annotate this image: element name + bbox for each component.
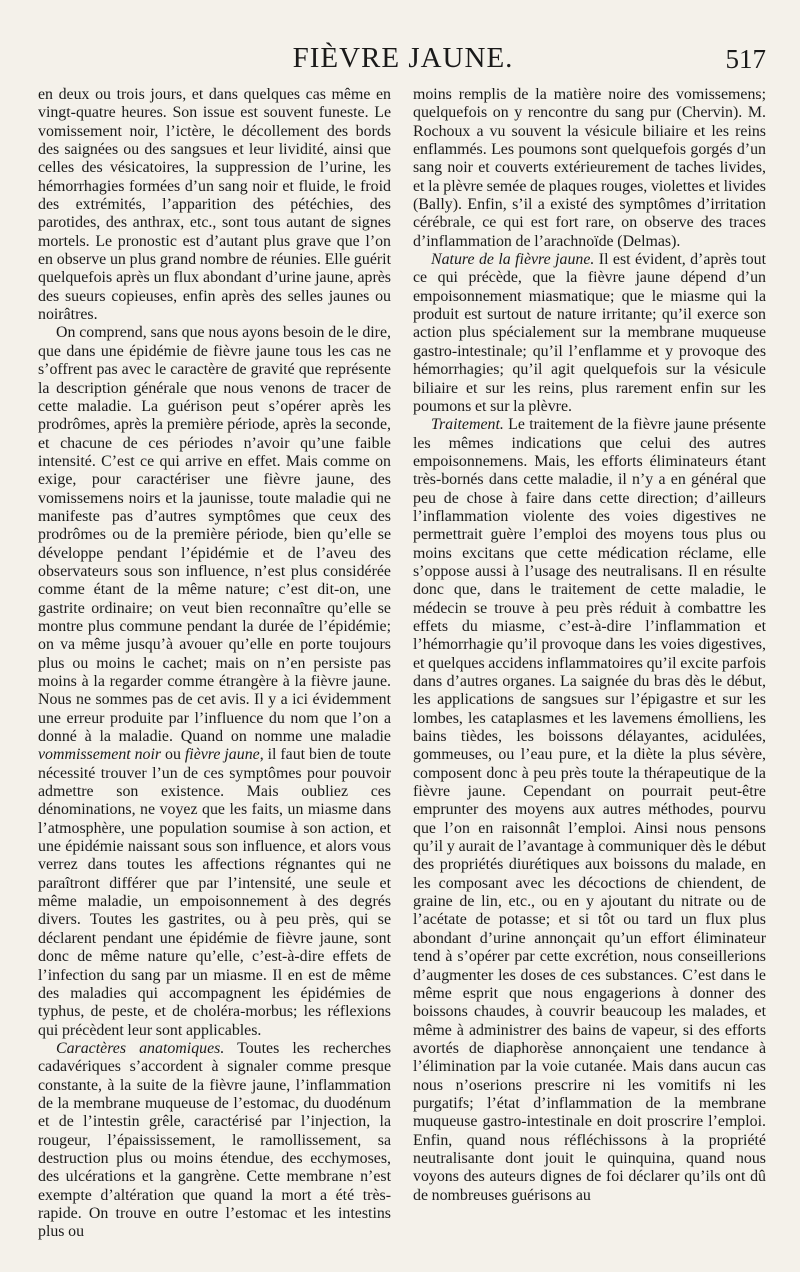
paragraph-treatment: [413, 416, 766, 1205]
section-heading: Nature de la fièvre jaune.: [431, 251, 595, 269]
paragraph-anatomical-characters: [38, 1040, 391, 1242]
running-title: FIÈVRE JAUNE.: [292, 42, 514, 74]
paragraph-nature: [413, 251, 766, 416]
section-heading: Caractères anatomiques.: [56, 1039, 225, 1057]
text-run: , il faut bien de toute nécessité trouver l’un de ces symptômes pour pouvoir admettre son existence. Mais oubliez ces dénominations, ne voyez que les faits, un miasme dans l’atmosphère, une population soumise à son action, et une épidémie naissant sous son influence, et alors vous verrez dans toutes les affections régnantes qui ne paraîtront différer que par l’intensité, une seule et même maladie, un empoisonnement à des degrés divers. Toutes les gastrites, ou à peu près, qui se déclarent pendant une épidémie de fièvre jaune, sont donc de même nature qu’elle, c’est-à-dire effets de l’infection du sang par un miasme. Il en est de même des maladies qui accompagnent les épidémies de typhus, de peste, et de choléra-morbus; les réflexions qui précèdent leur sont applicables.: [38, 746, 391, 1039]
text-columns: [38, 86, 766, 1262]
running-header: [40, 40, 766, 80]
page-number: 517: [725, 44, 766, 74]
text-run: On comprend, sans que nous ayons besoin de le dire, que dans une épidémie de fièvre jaune tous les cas ne s’offrent pas avec le caractère de gravité que représente la description générale que nous venons de tracer de cette maladie. La guérison peut s’opérer après les prodrômes, après la première période, après la seconde, et chacune de ces périodes n’avoir qu’une faible intensité. C’est ce qui arrive en effet. Mais comme on exige, pour caractériser une fièvre jaune, des vomissemens noirs et la jaunisse, toute maladie qui ne manifeste pas d’autres symptômes que ceux des prodrômes ou de la première période, bien qu’elle se développe pendant l’épidémie et de l’aveu des observateurs sous son influence, n’est plus considérée comme étant de la même nature; c’est dit-on, une gastrite ordinaire; on veut bien reconnaître qu’elle se montre plus commune pendant la durée de l’épidémie; on va même jusqu’à avouer qu’elle en porte toujours plus ou moins le cachet; mais on n’en persiste pas moins à la regarder comme étrangère à la fièvre jaune. Nous ne sommes pas de cet avis. Il y a ici évidemment une erreur produite par l’influence du nom que l’on a donné à la maladie. Quand on nomme une maladie: [38, 324, 391, 746]
right-column: [413, 86, 766, 1205]
text-run: Le traitement de la fièvre jaune présente les mêmes indications que celui des autres empoisonnemens. Mais, les efforts éliminateurs étant très-bornés dans cette maladie, il n’y a en général que peu de chose à faire dans cette direction; d’ailleurs l’inflammation violente des voies digestives ne permettrait guère l’emploi des moyens tous plus ou moins excitans que cette médication réclame, elle s’oppose aussi à l’usage des neutralisans. Il en résulte donc que, dans le traitement de cette maladie, le médecin se trouve à peu près réduit à combattre les effets du miasme, c’est-à-dire l’inflammation et l’hémorrhagie qu’il provoque dans les voies digestives, et quelques accidens inflammatoires qu’il excite parfois dans d’autres organes. La saignée du bras dès le début, les applications de sangsues sur l’épigastre et sur les lombes, les cataplasmes et les lavemens émolliens, les bains tièdes, les boissons délayantes, acidulées, gommeuses, ou l’eau pure, et la diète la plus sévère, composent donc à peu près toute la thérapeutique de la fièvre jaune. Cependant on pourrait peut-être emprunter des moyens aux autres méthodes, pourvu que l’on en raisonnât l’emploi. Ainsi nous pensons qu’il y aurait de l’avantage à communiquer dès le début des propriétés diurétiques aux boissons du malade, en les composant avec les décoctions de chiendent, de graine de lin, etc., ou en y ajoutant du nitrate ou de l’acétate de potasse; et si tôt ou tard un flux plus abondant d’urine annonçait qu’un effort éliminateur tend à s’opérer par cette excrétion, nous conseillerions d’augmenter les doses de ces substances. C’est dans le même esprit que nous engagerions à donner des boissons chaudes, à couvrir beaucoup les malades, et même à administrer des bains de vapeur, si des efforts avortés de diaphorèse annonçaient une tendance à l’élimination par la voie cutanée. Mais dans aucun cas nous n’oserions prescrire ni les vomitifs ni les purgatifs; l’état d’inflammation de la membrane muqueuse gastro-intestinale en doit proscrire l’emploi. Enfin, quand nous réfléchissons à la propriété neutralisante dont jouit le quinquina, quand nous voyons des auteurs dignes de foi déclarer qu’ils ont dû de nombreuses guérisons au: [413, 416, 766, 1204]
text-run: Toutes les recherches cadavériques s’accordent à signaler comme presque constante, à la suite de la fièvre jaune, l’inflammation de la membrane muqueuse de l’estomac, du duodénum et de l’intestin grêle, caractérisé par l’injection, la rougeur, l’épaississement, le ramollissement, sa destruction plus ou moins étendue, des ecchymoses, des ulcérations et la gangrène. Cette membrane n’est exempte d’altération que quand la mort a été très-rapide. On trouve en outre l’estomac et les intestins plus ou: [38, 1039, 391, 1241]
text-run: Il est évident, d’après tout ce qui précède, que la fièvre jaune dépend d’un empoisonnement miasmatique; que le miasme qui la produit est surtout de nature irritante; qu’il exerce son action plus spécialement sur la membrane muqueuse gastro-intestinale; qu’il l’enflamme et y provoque des hémorrhagies; qu’il agit quelquefois sur la vésicule biliaire et sur les reins, plus rarement enfin sur les poumons et sur la plèvre.: [413, 251, 766, 415]
section-heading: Traitement.: [431, 416, 504, 434]
paragraph-autopsy-findings: moins remplis de la matière noire des vomissemens; quelquefois on y rencontre du sang pur (Chervin). M. Rochoux a vu souvent la vésicule biliaire et les reins enflammés. Les poumons sont quelquefois gorgés d’un sang noir et couverts extérieurement de taches livides, et la plèvre semée de plaques rouges, violettes et livides (Bally). Enfin, s’il a existé des symptômes d’irritation cérébrale, ce qui est fort rare, on observe des traces d’inflammation de l’arachnoïde (Delmas).: [413, 86, 766, 250]
left-column: [38, 86, 391, 1242]
emphasis-text: vommissement noir: [38, 746, 162, 764]
paragraph-epidemic-cases: [38, 324, 391, 1039]
emphasis-text: fièvre jaune: [184, 746, 260, 764]
paragraph-prognosis: en deux ou trois jours, et dans quelques cas même en vingt-quatre heures. Son issue est souvent funeste. Le vomissement noir, l’ictère, le décollement des bords des saignées ou des sangsues et leur lividité, ainsi que celles des vésicatoires, la suppression de l’urine, les hémorrhagies formées d’un sang noir et fluide, le froid des extrémités, l’apparition des pétéchies, des parotides, des anthrax, etc., sont tous autant de signes mortels. Le pronostic est d’autant plus grave que l’on en observe un plus grand nombre de réunies. Elle guérit quelquefois après un flux abondant d’urine jaune, après des sueurs copieuses, enfin après des selles jaunes ou noirâtres.: [38, 86, 391, 324]
text-run: ou: [165, 746, 181, 764]
